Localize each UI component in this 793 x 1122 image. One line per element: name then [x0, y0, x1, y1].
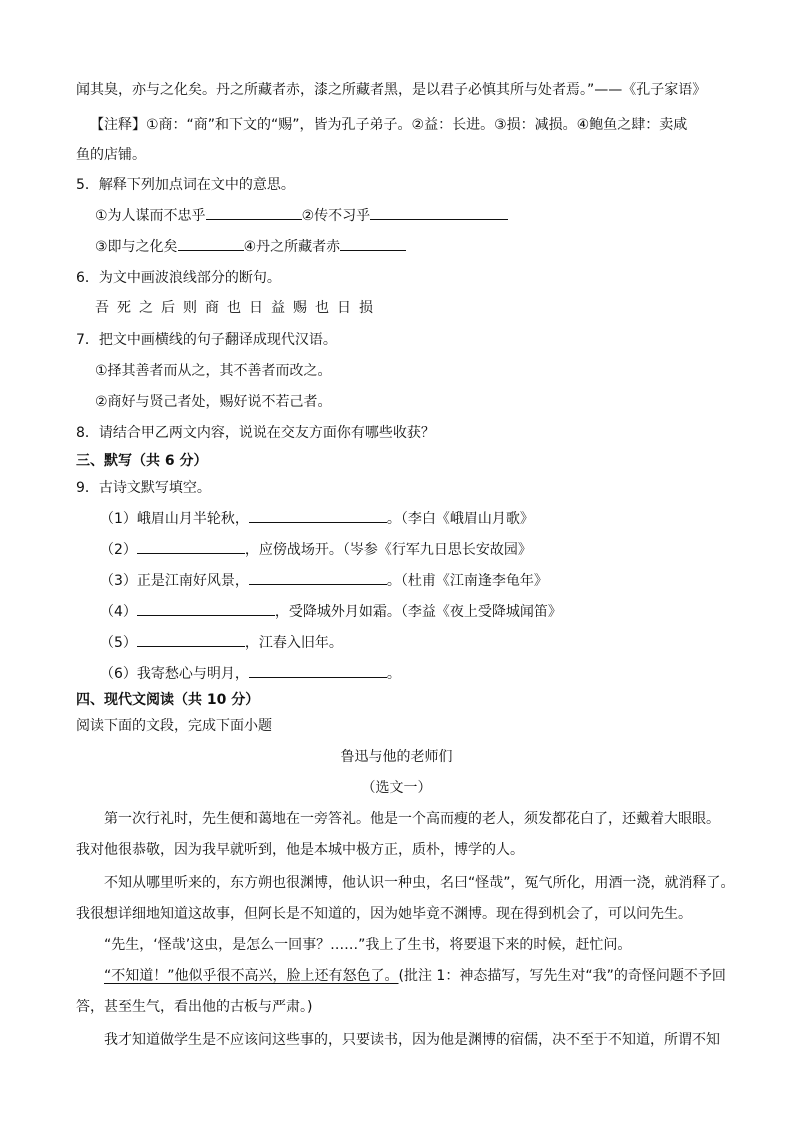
reading-paragraph-line: 我才知道做学生是不应该问这些事的，只要读书，因为他是渊博的宿儒，决不至于不知道，所谓不知: [104, 1032, 720, 1048]
question-7-sentence-2: ②商好与贤己者处，赐好说不若己者。: [95, 394, 332, 410]
reading-paragraph-line: 我很想详细地知道这故事，但阿长是不知道的，因为她毕竟不渊博。现在得到机会了，可以问先生。: [76, 906, 692, 922]
poem-item-6: [100, 663, 401, 683]
answer-blank[interactable]: [178, 236, 244, 251]
reading-paragraph-line: 不知从哪里听来的，东方朔也很渊博，他认识一种虫，名曰“怪哉”，冤气所化，用酒一浇，就消释了。: [104, 875, 735, 891]
reading-instruction: 阅读下面的文段，完成下面小题: [76, 718, 272, 734]
annotation-1: (批注 1：神态描写，写先生对“我”的奇怪问题不予回: [398, 968, 726, 984]
reading-paragraph-line: 答，甚至生气，看出他的古板与严肃。): [76, 999, 313, 1015]
answer-blank[interactable]: [206, 205, 302, 220]
question-6-sentence: 吾死之后则商也日益赐也日损: [95, 300, 381, 316]
question-5: 5．解释下列加点词在文中的意思。: [76, 177, 295, 193]
article-title: 鲁迅与他的老师们: [340, 749, 453, 765]
reading-paragraph-line: “先生，‘怪哉’这虫，是怎么一回事？……”我上了生书，将要退下来的时候，赶忙问。: [104, 937, 632, 953]
poem-source: ，受降城外月如霜。（李益《夜上受降城闻笛》: [274, 604, 562, 620]
question-9: 9．古诗文默写填空。: [76, 480, 211, 496]
answer-blank[interactable]: [249, 570, 387, 585]
q5-item-2: ②传不习乎: [301, 208, 371, 224]
poem-item-2: [100, 539, 532, 559]
question-5-items-row-2: [95, 236, 406, 256]
answer-blank[interactable]: [137, 539, 245, 554]
poem-text: （5）: [100, 635, 137, 651]
section-3-heading: 三、默写（共 6 分）: [76, 453, 208, 469]
answer-blank[interactable]: [137, 632, 245, 647]
poem-item-3: [100, 570, 548, 590]
poem-text: （6）我寄愁心与明月，: [100, 666, 249, 682]
underlined-sentence: “不知道！”他似乎很不高兴，脸上还有怒色了。: [104, 968, 399, 984]
answer-blank[interactable]: [137, 601, 275, 616]
answer-blank[interactable]: [249, 663, 387, 678]
q5-item-1: ①为人谋而不忠乎: [95, 208, 206, 224]
answer-blank[interactable]: [249, 508, 387, 523]
poem-text: （3）正是江南好风景，: [100, 573, 249, 589]
section-4-heading: 四、现代文阅读（共 10 分）: [76, 692, 260, 708]
reading-paragraph-line: 第一次行礼时，先生便和蔼地在一旁答礼。他是一个高而瘦的老人，须发都花白了，还戴着大眼眼。: [104, 811, 720, 827]
q5-item-4: ④丹之所藏者赤: [243, 239, 341, 255]
reading-paragraph-line: [104, 966, 726, 986]
poem-source: 。（杜甫《江南逢李龟年》: [386, 573, 548, 589]
answer-blank[interactable]: [370, 205, 508, 220]
annotation-line-1: 【注释】①商：“商”和下文的“赐”，皆为孔子弟子。②益：长进。③损：减损。④鲍鱼之肆：卖咸: [90, 117, 688, 133]
poem-text-tail: 。: [386, 666, 401, 682]
poem-text: （1）峨眉山月半轮秋，: [100, 511, 249, 527]
poem-item-1: [100, 508, 534, 528]
question-7: 7．把文中画横线的句子翻译成现代汉语。: [76, 332, 337, 348]
poem-source: 。（李白《峨眉山月歌》: [386, 511, 534, 527]
annotation-line-2: 鱼的店铺。: [76, 147, 146, 163]
poem-text: （2）: [100, 542, 137, 558]
reading-paragraph-line: 我对他很恭敬，因为我早就听到，他是本城中极方正，质朴，博学的人。: [76, 842, 524, 858]
poem-text-tail: ，江春入旧年。: [244, 635, 343, 651]
question-7-sentence-1: ①择其善者而从之，其不善者而改之。: [95, 363, 332, 379]
question-5-items-row-1: [95, 205, 508, 225]
q5-item-3: ③即与之化矣: [95, 239, 178, 255]
poem-item-5: [100, 632, 343, 652]
poem-item-4: [100, 601, 562, 621]
poem-source: ，应傍战场开。（岑参《行军九日思长安故园》: [244, 542, 532, 558]
article-subtitle: （选文一）: [361, 780, 432, 796]
poem-text: （4）: [100, 604, 137, 620]
question-6: 6．为文中画波浪线部分的断句。: [76, 270, 281, 286]
passage-end-line: 闻其臭，亦与之化矣。丹之所藏者赤，漆之所藏者黑，是以君子必慎其所与处者焉。”——《孔子家语》: [76, 82, 707, 98]
answer-blank[interactable]: [340, 236, 406, 251]
question-8: 8．请结合甲乙两文内容，说说在交友方面你有哪些收获？: [76, 425, 435, 441]
